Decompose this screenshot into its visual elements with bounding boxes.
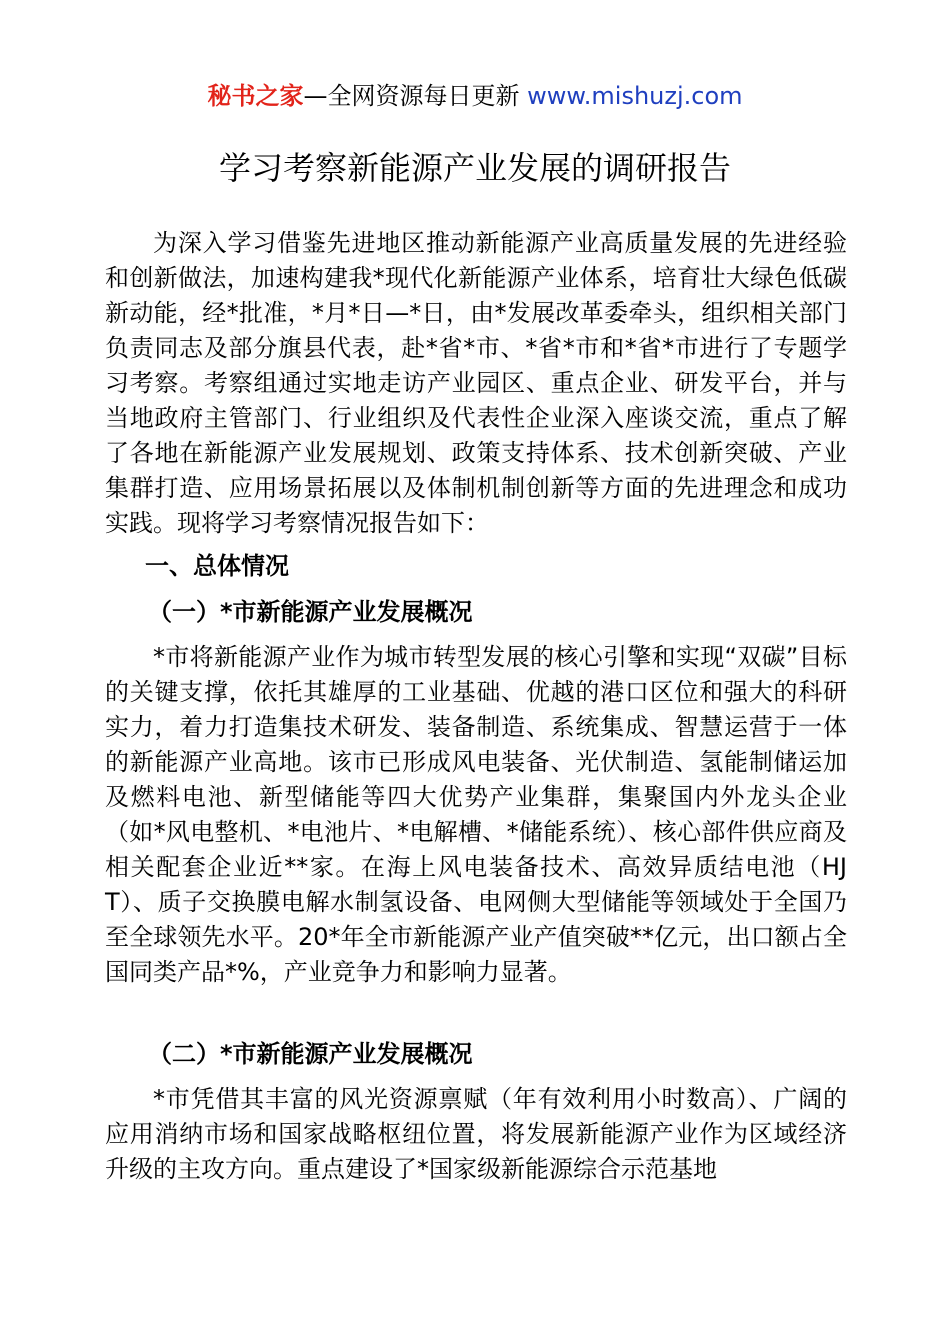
site-tagline: —全网资源每日更新 [303,82,528,110]
subsection-heading-1: （一）*市新能源产业发展概况 [148,598,473,626]
site-url-link[interactable]: www.mishuzj.com [527,82,743,110]
subsection-1-paragraph: *市将新能源产业作为城市转型发展的核心引擎和实现“双碳”目标的关键支撑，依托其雄厚的工业基础、优越的港口区位和强大的科研实力，着力打造集技术研发、装备制造、系统集成、智慧运营于一体的新能源产业高地。该市已形成风电装备、光伏制造、氢能制储运加及燃料电池、新型储能等四大优势产业集群，集聚国内外龙头企业（如*风电整机、*电池片、*电解槽、*储能系统）、核心部件供应商及相关配套企业近**家。在海上风电装备技术、高效异质结电池（HJT）、质子交换膜电解水制氢设备、电网侧大型储能等领域处于全国乃至全球领先水平。20*年全市新能源产业产值突破**亿元，出口额占全国同类产品*%，产业竞争力和影响力显著。 [105,643,847,986]
site-brand: 秘书之家 [207,82,304,110]
section-heading-overview: 一、总体情况 [145,552,289,580]
document-title: 学习考察新能源产业发展的调研报告 [218,149,731,187]
intro-paragraph: 为深入学习借鉴先进地区推动新能源产业高质量发展的先进经验和创新做法，加速构建我*现代化新能源产业体系，培育壮大绿色低碳新动能，经*批准，*月*日—*日，由*发展改革委牵头，组织相关部门负责同志及部分旗县代表，赴*省*市、*省*市和*省*市进行了专题学习考察。考察组通过实地走访产业园区、重点企业、研发平台，并与当地政府主管部门、行业组织及代表性企业深入座谈交流，重点了解了各地在新能源产业发展规划、政策支持体系、技术创新突破、产业集群打造、应用场景拓展以及体制机制创新等方面的先进理念和成功实践。现将学习考察情况报告如下： [105,229,847,537]
site-header [0,80,950,112]
subsection-heading-2: （二）*市新能源产业发展概况 [148,1040,473,1068]
subsection-2-paragraph: *市凭借其丰富的风光资源禀赋（年有效利用小时数高）、广阔的应用消纳市场和国家战略枢纽位置，将发展新能源产业作为区域经济升级的主攻方向。重点建设了*国家级新能源综合示范基地 [105,1085,847,1183]
